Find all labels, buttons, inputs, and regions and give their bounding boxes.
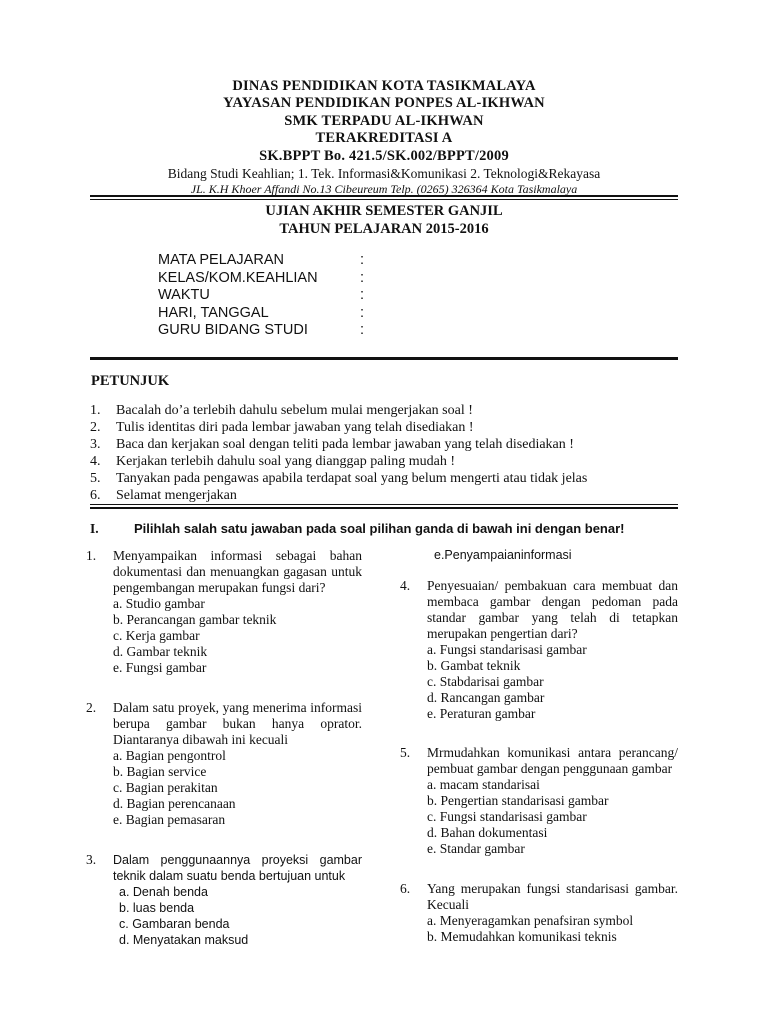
questions-right-column bbox=[400, 547, 678, 945]
instruction-item bbox=[90, 419, 680, 436]
identity-row bbox=[158, 305, 578, 323]
header-divider-top bbox=[90, 195, 678, 197]
answer-option: c. Stabdarisai gambar bbox=[427, 674, 544, 689]
header-line-5: SK.BPPT Bo. 421.5/SK.002/BPPT/2009 bbox=[259, 147, 509, 164]
answer-option: e. Peraturan gambar bbox=[427, 706, 536, 721]
question-number: 6. bbox=[400, 881, 411, 896]
answer-option: c. Fungsi standarisasi gambar bbox=[427, 809, 587, 824]
identity-colon: : bbox=[360, 269, 365, 286]
instruction-text: Selamat mengerjakan bbox=[116, 488, 237, 503]
identity-label: MATA PELAJARAN bbox=[158, 252, 284, 268]
instruction-text: Baca dan kerjakan soal dengan teliti pada lembar jawaban yang telah disediakan ! bbox=[116, 437, 574, 452]
answer-option: a. macam standarisai bbox=[427, 777, 540, 792]
identity-colon: : bbox=[360, 304, 365, 321]
answer-option: b. Memudahkan komunikasi teknis bbox=[427, 929, 617, 944]
answer-option: b. luas benda bbox=[119, 901, 195, 915]
question-text: Menyampaikan informasi sebagai bahan dokumentasi dan menuangkan gagasan untuk pengembangan merupakan fungsi dari? bbox=[113, 548, 362, 595]
question-number: 5. bbox=[400, 745, 411, 760]
identity-table bbox=[158, 252, 578, 340]
answer-option: b. Pengertian standarisasi gambar bbox=[427, 793, 609, 808]
answer-option: e. Bagian pemasaran bbox=[113, 812, 226, 827]
identity-colon: : bbox=[360, 322, 365, 339]
instructions-divider-bottom bbox=[90, 507, 678, 509]
question-text: Dalam penggunaannya proyeksi gambar teknik dalam suatu benda bertujuan untuk bbox=[113, 853, 362, 883]
identity-colon: : bbox=[360, 252, 365, 268]
instruction-text: Kerjakan terlebih dahulu soal yang dianggap paling mudah ! bbox=[116, 454, 456, 469]
identity-row bbox=[158, 287, 578, 305]
instruction-number: 5. bbox=[90, 471, 101, 486]
question-item bbox=[400, 745, 678, 857]
header-address: JL. K.H Khoer Affandi No.13 Cibeureum Telp. (0265) 326364 Kota Tasikmalaya bbox=[190, 182, 578, 197]
instruction-text: Bacalah do’a terlebih dahulu sebelum mulai mengerjakan soal ! bbox=[116, 403, 473, 418]
question-item bbox=[86, 548, 362, 676]
answer-option: d. Rancangan gambar bbox=[427, 690, 545, 705]
header-fields: Bidang Studi Keahlian; 1. Tek. Informasi&Komunikasi 2. Teknologi&Rekayasa bbox=[167, 166, 601, 182]
question-number: 1. bbox=[86, 548, 97, 563]
exam-title bbox=[90, 203, 678, 238]
answer-option: d. Bagian perencanaan bbox=[113, 796, 236, 811]
answer-option: e. Standar gambar bbox=[427, 841, 525, 856]
answer-option: d. Bahan dokumentasi bbox=[427, 825, 548, 840]
question-number: 4. bbox=[400, 578, 411, 593]
instruction-number: 6. bbox=[90, 488, 101, 503]
question-text: Penyesuaian/ pembakuan cara membuat dan membaca gambar dengan pedoman pada standar gambar yang telah di tetapkan merupakan pengertian dari? bbox=[427, 578, 678, 641]
exam-title-line-2: TAHUN PELAJARAN 2015-2016 bbox=[279, 220, 489, 237]
header-divider-bottom bbox=[90, 199, 678, 200]
instruction-item bbox=[90, 436, 680, 453]
answer-option: c. Gambaran benda bbox=[119, 917, 230, 931]
identity-label: WAKTU bbox=[158, 287, 210, 304]
identity-row bbox=[158, 252, 578, 270]
answer-option: b. Perancangan gambar teknik bbox=[113, 612, 277, 627]
instruction-text: Tulis identitas diri pada lembar jawaban yang telah disediakan ! bbox=[116, 420, 474, 435]
answer-option: a. Studio gambar bbox=[113, 596, 205, 611]
exam-title-line-1: UJIAN AKHIR SEMESTER GANJIL bbox=[265, 203, 503, 219]
question-text: Dalam satu proyek, yang menerima informasi berupa gambar bukan hanya oprator. Diantaranya dibawah ini kecuali bbox=[113, 700, 362, 747]
section-number: I. bbox=[90, 521, 99, 536]
identity-label: GURU BIDANG STUDI bbox=[158, 322, 308, 339]
answer-option: a. Menyeragamkan penafsiran symbol bbox=[427, 913, 634, 928]
instruction-item bbox=[90, 453, 680, 470]
questions-left-column bbox=[86, 548, 362, 948]
section-text: Pilihlah salah satu jawaban pada soal pilihan ganda di bawah ini dengan benar! bbox=[134, 521, 625, 536]
identity-label: HARI, TANGGAL bbox=[158, 304, 269, 321]
answer-option: a. Bagian pengontrol bbox=[113, 748, 226, 763]
question-number: 2. bbox=[86, 700, 97, 715]
identity-divider bbox=[90, 357, 678, 360]
instructions-list bbox=[90, 402, 680, 504]
header-line-4: TERAKREDITASI A bbox=[315, 130, 453, 147]
question-item bbox=[86, 700, 362, 828]
letterhead bbox=[90, 78, 678, 197]
answer-option: b. Bagian service bbox=[113, 764, 207, 779]
question-text: Yang merupakan fungsi standarisasi gambar. Kecuali bbox=[427, 881, 678, 912]
answer-option: d. Menyatakan maksud bbox=[119, 933, 249, 947]
instruction-item bbox=[90, 487, 680, 504]
identity-colon: : bbox=[360, 287, 365, 304]
question-item bbox=[86, 852, 362, 948]
instruction-item bbox=[90, 402, 680, 419]
question-item bbox=[400, 578, 678, 722]
identity-row bbox=[158, 322, 578, 340]
question-number: 3. bbox=[86, 852, 97, 867]
answer-option: e. Fungsi gambar bbox=[113, 660, 207, 675]
header-line-3: SMK TERPADU AL-IKHWAN bbox=[284, 112, 484, 129]
instruction-number: 1. bbox=[90, 403, 101, 418]
answer-option-continued: e.Penyampaianinformasi bbox=[434, 548, 572, 562]
identity-row bbox=[158, 270, 578, 288]
header-line-1: DINAS PENDIDIKAN KOTA TASIKMALAYA bbox=[232, 78, 536, 94]
identity-label: KELAS/KOM.KEAHLIAN bbox=[158, 269, 318, 286]
header-line-2: YAYASAN PENDIDIKAN PONPES AL-IKHWAN bbox=[223, 95, 545, 112]
instruction-number: 2. bbox=[90, 420, 101, 435]
answer-option: c. Bagian perakitan bbox=[113, 780, 218, 795]
instructions-title: PETUNJUK bbox=[91, 373, 170, 389]
answer-option: d. Gambar teknik bbox=[113, 644, 208, 659]
instruction-item bbox=[90, 470, 680, 487]
question-item bbox=[400, 881, 678, 945]
question-text: Mrmudahkan komunikasi antara perancang/ pembuat gambar dengan penggunaan gambar bbox=[427, 745, 678, 776]
answer-option: a. Denah benda bbox=[119, 885, 208, 899]
instruction-number: 3. bbox=[90, 437, 101, 452]
answer-option: b. Gambat teknik bbox=[427, 658, 521, 673]
instruction-text: Tanyakan pada pengawas apabila terdapat soal yang belum mengerti atau tidak jelas bbox=[116, 471, 588, 486]
instruction-number: 4. bbox=[90, 454, 101, 469]
instructions-divider-top bbox=[90, 504, 678, 505]
answer-option: a. Fungsi standarisasi gambar bbox=[427, 642, 587, 657]
answer-option: c. Kerja gambar bbox=[113, 628, 200, 643]
